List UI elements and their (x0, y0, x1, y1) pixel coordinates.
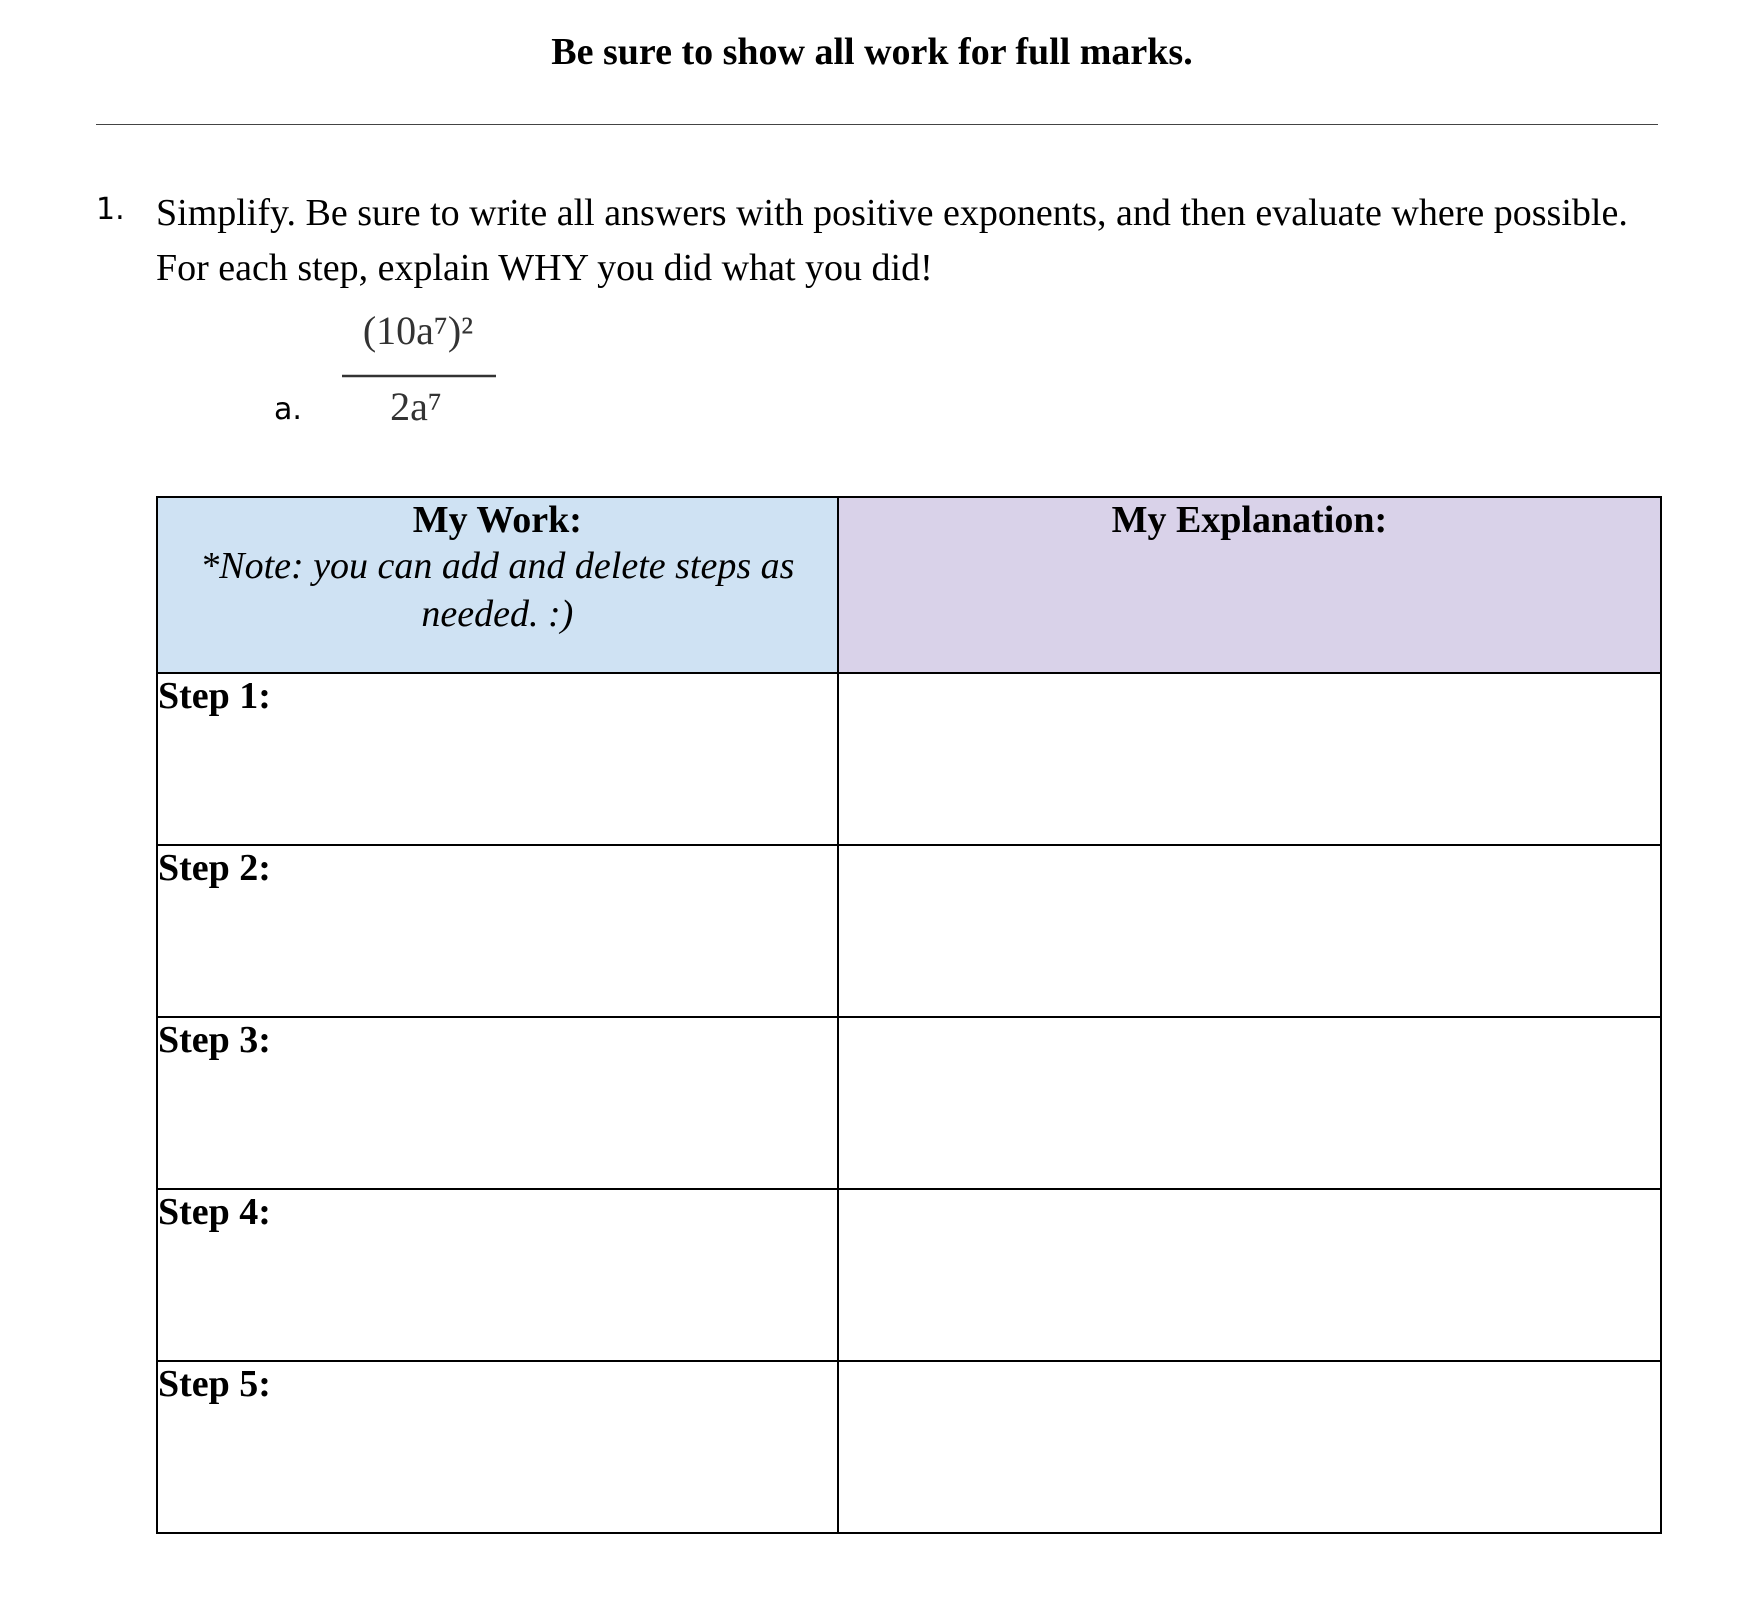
my-explanation-header (838, 497, 1661, 673)
step-2-work-cell[interactable] (157, 845, 838, 1017)
step-label: Step 3: (158, 1019, 271, 1061)
step-2-explanation-cell[interactable] (838, 845, 1661, 1017)
math-expression (338, 296, 508, 436)
table-row (157, 845, 1661, 1017)
my-work-note: *Note: you can add and delete steps as needed. :) (200, 545, 795, 635)
work-explanation-table (156, 496, 1662, 1534)
step-3-work-cell[interactable] (157, 1017, 838, 1189)
my-explanation-title: My Explanation: (1111, 499, 1388, 541)
my-work-title: My Work: (412, 499, 582, 541)
question-number: 1. (96, 192, 125, 227)
page-title: Be sure to show all work for full marks. (551, 31, 1193, 73)
table-row (157, 1017, 1661, 1189)
table-row (157, 673, 1661, 845)
expression-numerator: (10a⁷)² (362, 308, 474, 353)
horizontal-divider (96, 124, 1658, 125)
step-label: Step 4: (158, 1191, 271, 1233)
table-row (157, 1361, 1661, 1533)
question-instructions: Simplify. Be sure to write all answers with positive exponents, and then evaluate where possible. For each step, explain WHY you did what you did! (156, 192, 1628, 289)
step-label: Step 1: (158, 675, 271, 717)
step-label: Step 2: (158, 847, 271, 889)
step-1-work-cell[interactable] (157, 673, 838, 845)
step-3-explanation-cell[interactable] (838, 1017, 1661, 1189)
table-header-row (157, 497, 1661, 673)
table-row (157, 1189, 1661, 1361)
step-4-explanation-cell[interactable] (838, 1189, 1661, 1361)
step-5-explanation-cell[interactable] (838, 1361, 1661, 1533)
step-5-work-cell[interactable] (157, 1361, 838, 1533)
expression-denominator: 2a⁷ (390, 384, 442, 429)
my-work-header (157, 497, 838, 673)
step-4-work-cell[interactable] (157, 1189, 838, 1361)
step-label: Step 5: (158, 1363, 271, 1405)
sub-question-letter: a. (274, 392, 302, 427)
step-1-explanation-cell[interactable] (838, 673, 1661, 845)
